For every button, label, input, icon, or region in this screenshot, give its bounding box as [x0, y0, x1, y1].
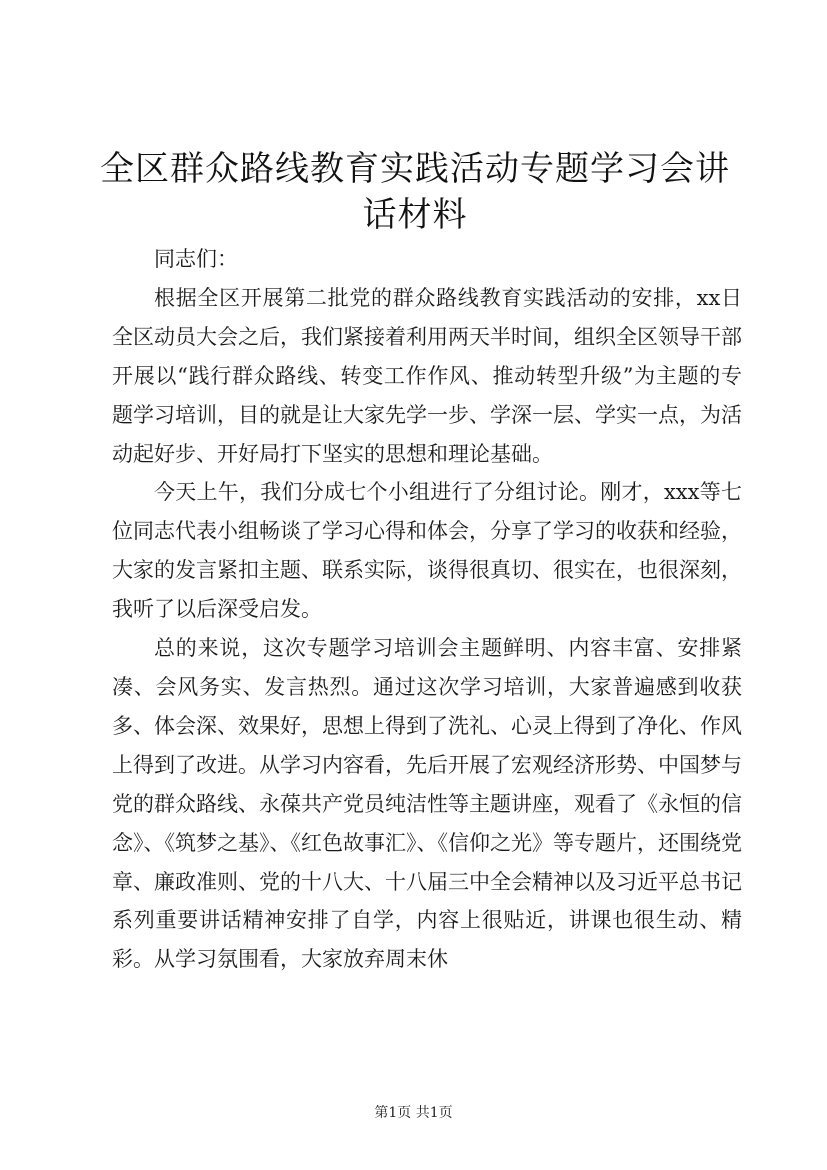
body-paragraph: 总的来说，这次专题学习培训会主题鲜明、内容丰富、安排紧凑、会风务实、发言热烈。通过这次学习培训，大家普遍感到收获多、体会深、效果好，思想上得到了洗礼、心灵上得到了净化、作风上得到了改进。从学习内容看，先后开展了宏观经济形势、中国梦与党的群众路线、永葆共产党员纯洁性等主题讲座，观看了《永恒的信念》、《筑梦之基》、《红色故事汇》、《信仰之光》等专题片，还围绕党章、廉政准则、党的十八大、十八届三中全会精神以及习近平总书记系列重要讲话精神安排了自学，内容上很贴近，讲课也很生动、精彩。从学习氛围看，大家放弃周末休 [112, 636, 742, 972]
body-paragraph: 今天上午，我们分成七个小组进行了分组讨论。刚才，xxx等七位同志代表小组畅谈了学习心得和体会，分享了学习的收获和经验，大家的发言紧扣主题、联系实际，谈得很真切、很实在，也很深刻，我听了以后深受启发。 [112, 480, 742, 622]
document-title: 全区群众路线教育实践活动专题学习会讲话材料 [100, 149, 730, 235]
salutation-paragraph: 同志们： [154, 247, 238, 271]
page-footer: 第1页 共1页 [374, 1105, 453, 1121]
body-paragraph: 根据全区开展第二批党的群众路线教育实践活动的安排，xx日全区动员大会之后，我们紧接着利用两天半时间，组织全区领导干部开展以“践行群众路线、转变工作作风、推动转型升级”为主题的专题学习培训，目的就是让大家先学一步、学深一层、学实一点，为活动起好步、开好局打下坚实的思想和理论基础。 [112, 285, 742, 466]
document-body [112, 240, 742, 979]
